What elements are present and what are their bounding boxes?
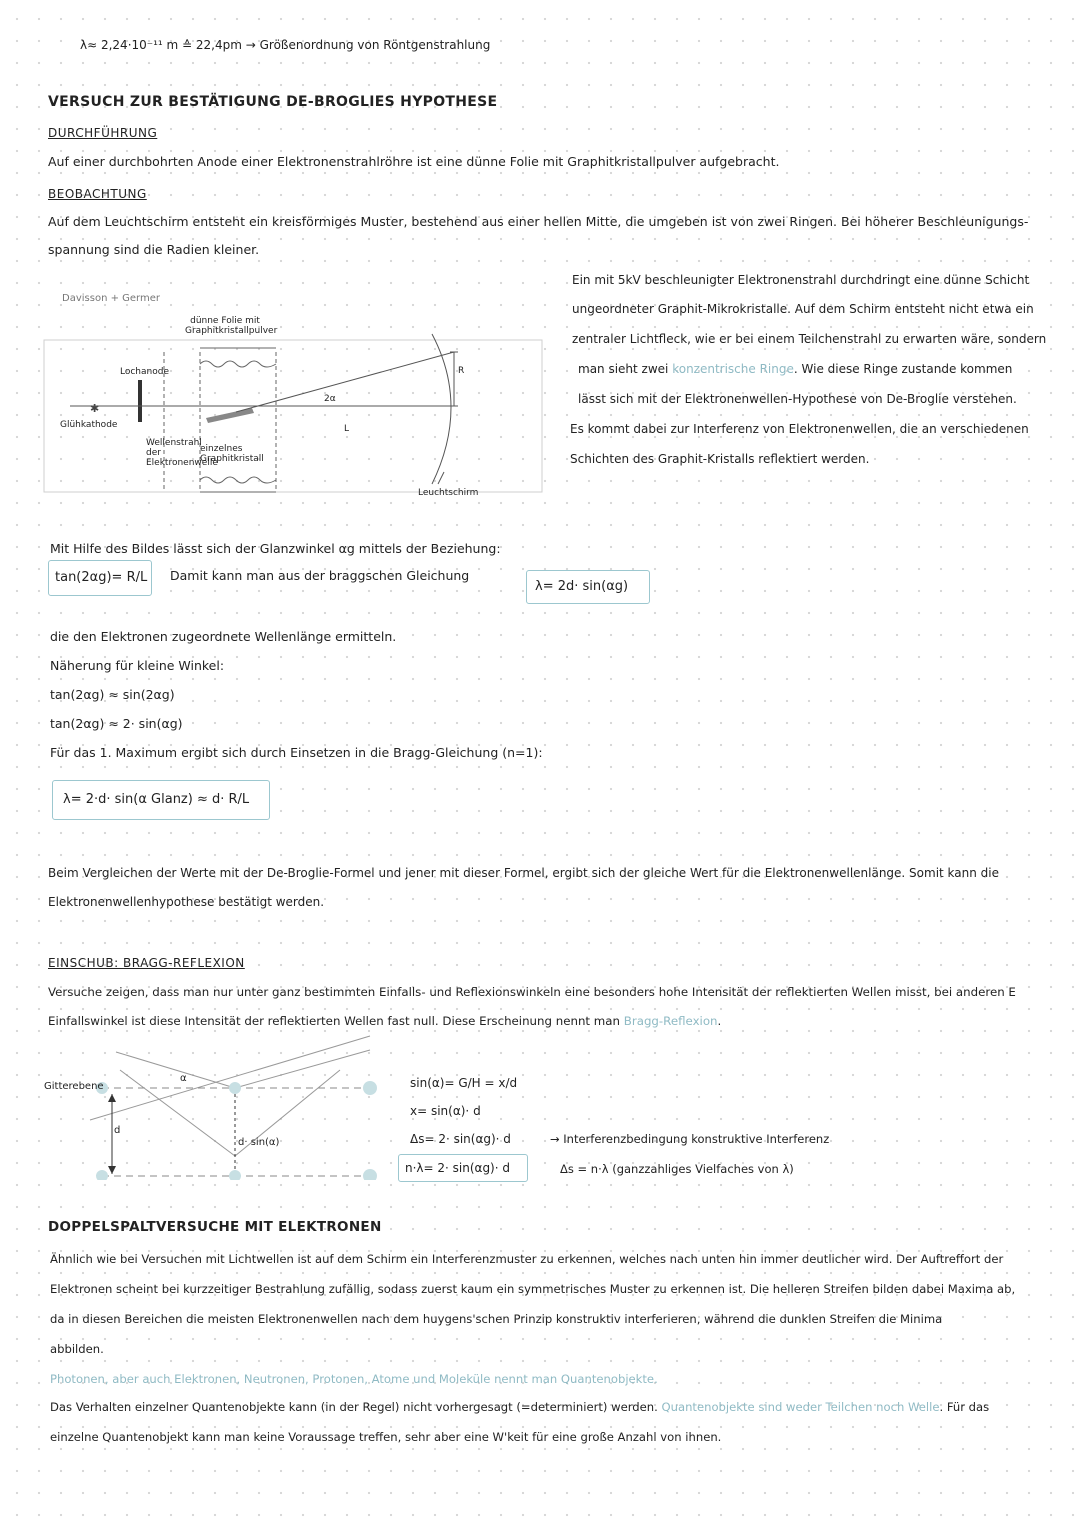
label-lochanode: Lochanode [120, 367, 169, 377]
heading-beobachtung: BEOBACHTUNG [48, 187, 147, 201]
top-line: λ≈ 2,24·10⁻¹¹ m ≙ 22,4pm → Größenordnung von Röntgenstrahlung [80, 38, 491, 52]
explanation-line-4: man sieht zwei konzentrische Ringe. Wie diese Ringe zustande kommen [578, 362, 1013, 376]
doppelspalt-p2: Elektronen scheint bei kurzzeitiger Bestrahlung zufällig, sodass zuerst kaum ein symmetrisches Muster zu erkennen ist. Die helleren Streifen bilden dabei Maxima ab, [50, 1282, 1016, 1296]
derivation-cont: die den Elektronen zugeordnete Wellenlänge ermitteln. [50, 629, 397, 644]
derivation-intro: Mit Hilfe des Bildes lässt sich der Glanzwinkel αg mittels der Beziehung: [50, 541, 501, 556]
label-folie: dünne Folie mit Graphitkristallpulver [185, 316, 278, 336]
section-title-versuch: VERSUCH ZUR BESTÄTIGUNG DE-BROGLIES HYPOTHESE [48, 94, 498, 110]
conclusion-line-2: Elektronenwellenhypothese bestätigt werden. [48, 895, 325, 909]
label-einzelnes-graphitkristall: einzelnes Graphitkristall [200, 444, 264, 464]
conclusion-line-1: Beim Vergleichen der Werte mit der De-Broglie-Formel und jener mit dieser Formel, ergibt sich der gleiche Wert für die Elektronenwellenlänge. Somit kann die [48, 866, 1000, 880]
doppelspalt-p7: einzelne Quantenobjekt kann man keine Voraussage treffen, sehr aber eine W'keit für eine große Anzahl von ihnen. [50, 1430, 722, 1444]
diagram-caption: Davisson + Germer [62, 293, 160, 304]
bragg-formula-3: Δs= 2· sin(αg)· d [410, 1132, 511, 1146]
derivation-naeherung: Näherung für kleine Winkel: [50, 658, 225, 673]
highlight-bragg-reflexion: Bragg-Reflexion [623, 1014, 718, 1028]
label-dsin: d· sin(α) [238, 1137, 280, 1148]
bragg-formula-1: sin(α)= G/H = x/d [410, 1076, 518, 1090]
approx-1: tan(2αg) ≈ sin(2αg) [50, 687, 175, 702]
approx-2: tan(2αg) ≈ 2· sin(αg) [50, 716, 183, 731]
label-gluehkathode: Glühkathode [60, 420, 118, 430]
bragg-text-1: Versuche zeigen, dass man nur unter ganz bestimmten Einfalls- und Reflexionswinkeln eine besonders hohe Intensität der reflektierten Wellen misst, bei anderen E [48, 985, 1016, 999]
derivation-max-text: Für das 1. Maximum ergibt sich durch Einsetzen in die Bragg-Gleichung (n=1): [50, 745, 543, 760]
label-gitterebene: Gitterebene [44, 1081, 104, 1092]
heading-doppelspalt: DOPPELSPALTVERSUCHE MIT ELEKTRONEN [48, 1219, 382, 1235]
explanation-line-3: zentraler Lichtfleck, wie er bei einem Teilchenstrahl zu erwarten wäre, sondern [572, 332, 1047, 346]
bragg-formula-4: n·λ= 2· sin(αg)· d [405, 1161, 510, 1175]
doppelspalt-p1: Ähnlich wie bei Versuchen mit Lichtwellen ist auf dem Schirm ein Interferenzmuster zu erkennen, welches nach unten hin immer deutlicher wird. Der Auftreffort der [50, 1252, 1004, 1266]
bragg-reflection-diagram [40, 1030, 390, 1180]
bragg-note-1: → Interferenzbedingung konstruktive Interferenz [550, 1132, 830, 1146]
label-L: L [344, 424, 350, 434]
bragg-note-2: Δs = n·λ (ganzzahliges Vielfaches von λ) [560, 1162, 794, 1176]
highlight-konzentrische-ringe: konzentrische Ringe [672, 362, 794, 376]
formula-box-result [52, 780, 270, 820]
heading-durchfuehrung: DURCHFÜHRUNG [48, 126, 158, 140]
formula-box-bragg [526, 570, 650, 604]
doppelspalt-p6: Das Verhalten einzelner Quantenobjekte kann (in der Regel) nicht vorhergesagt (=determiniert) werden. Quantenobjekte sind weder Teilchen noch Welle. Für das [50, 1400, 990, 1414]
label-R: R [458, 366, 465, 376]
electron-diffraction-diagram [40, 300, 560, 500]
beobachtung-text-2: spannung sind die Radien kleiner. [48, 242, 260, 257]
formula-box-bragg-n [398, 1154, 528, 1182]
explanation-line-6: Es kommt dabei zur Interferenz von Elektronenwellen, die an verschiedenen [570, 422, 1029, 436]
formula-tan: tan(2αg)= R/L [55, 570, 148, 585]
bragg-formula-2: x= sin(α)· d [410, 1104, 481, 1118]
doppelspalt-quantenobjekte: Photonen, aber auch Elektronen, Neutronen, Protonen, Atome und Moleküle nennt man Quantenobjekte. [50, 1372, 658, 1386]
explanation-line-7: Schichten des Graphit-Kristalls reflektiert werden. [570, 452, 870, 466]
label-wellenstrahl: Wellenstrahl der Elektronenwelle [146, 438, 218, 468]
formula-box-tan [48, 560, 152, 596]
label-leuchtschirm: Leuchtschirm [418, 488, 479, 498]
formula-result: λ= 2·d· sin(α Glanz) ≈ d· R/L [63, 792, 250, 807]
label-alpha: α [180, 1073, 187, 1084]
durchfuehrung-text: Auf einer durchbohrten Anode einer Elektronenstrahlröhre ist eine dünne Folie mit Graphitkristallpulver aufgebracht. [48, 154, 780, 169]
svg-text:✱: ✱ [90, 402, 100, 415]
label-d: d [114, 1125, 121, 1136]
highlight-weder-teilchen-noch-welle: Quantenobjekte sind weder Teilchen noch Welle [661, 1400, 940, 1414]
explanation-line-5: lässt sich mit der Elektronenwellen-Hypothese von De-Broglie verstehen. [578, 392, 1017, 406]
explanation-line-1: Ein mit 5kV beschleunigter Elektronenstrahl durchdringt eine dünne Schicht [572, 273, 1030, 287]
label-angle: 2α [324, 394, 336, 404]
derivation-mid-text: Damit kann man aus der braggschen Gleichung [170, 568, 470, 583]
doppelspalt-p4: abbilden. [50, 1342, 104, 1356]
beobachtung-text-1: Auf dem Leuchtschirm entsteht ein kreisförmiges Muster, bestehend aus einer hellen Mitte, die umgeben ist von zwei Ringen. Bei höherer Beschleunigungs- [48, 214, 1029, 229]
doppelspalt-p3: da in diesen Bereichen die meisten Elektronenwellen nach dem huygens'schen Prinzip konstruktiv interferieren, während die dunklen Streifen die Minima [50, 1312, 943, 1326]
heading-bragg: EINSCHUB: BRAGG-REFLEXION [48, 956, 245, 970]
formula-bragg: λ= 2d· sin(αg) [535, 579, 629, 594]
bragg-text-2: Einfallswinkel ist diese Intensität der reflektierten Wellen fast null. Diese Erscheinung nennt man Bragg-Reflexion. [48, 1014, 722, 1028]
explanation-line-2: ungeordneter Graphit-Mikrokristalle. Auf dem Schirm entsteht nicht etwa ein [572, 302, 1034, 316]
